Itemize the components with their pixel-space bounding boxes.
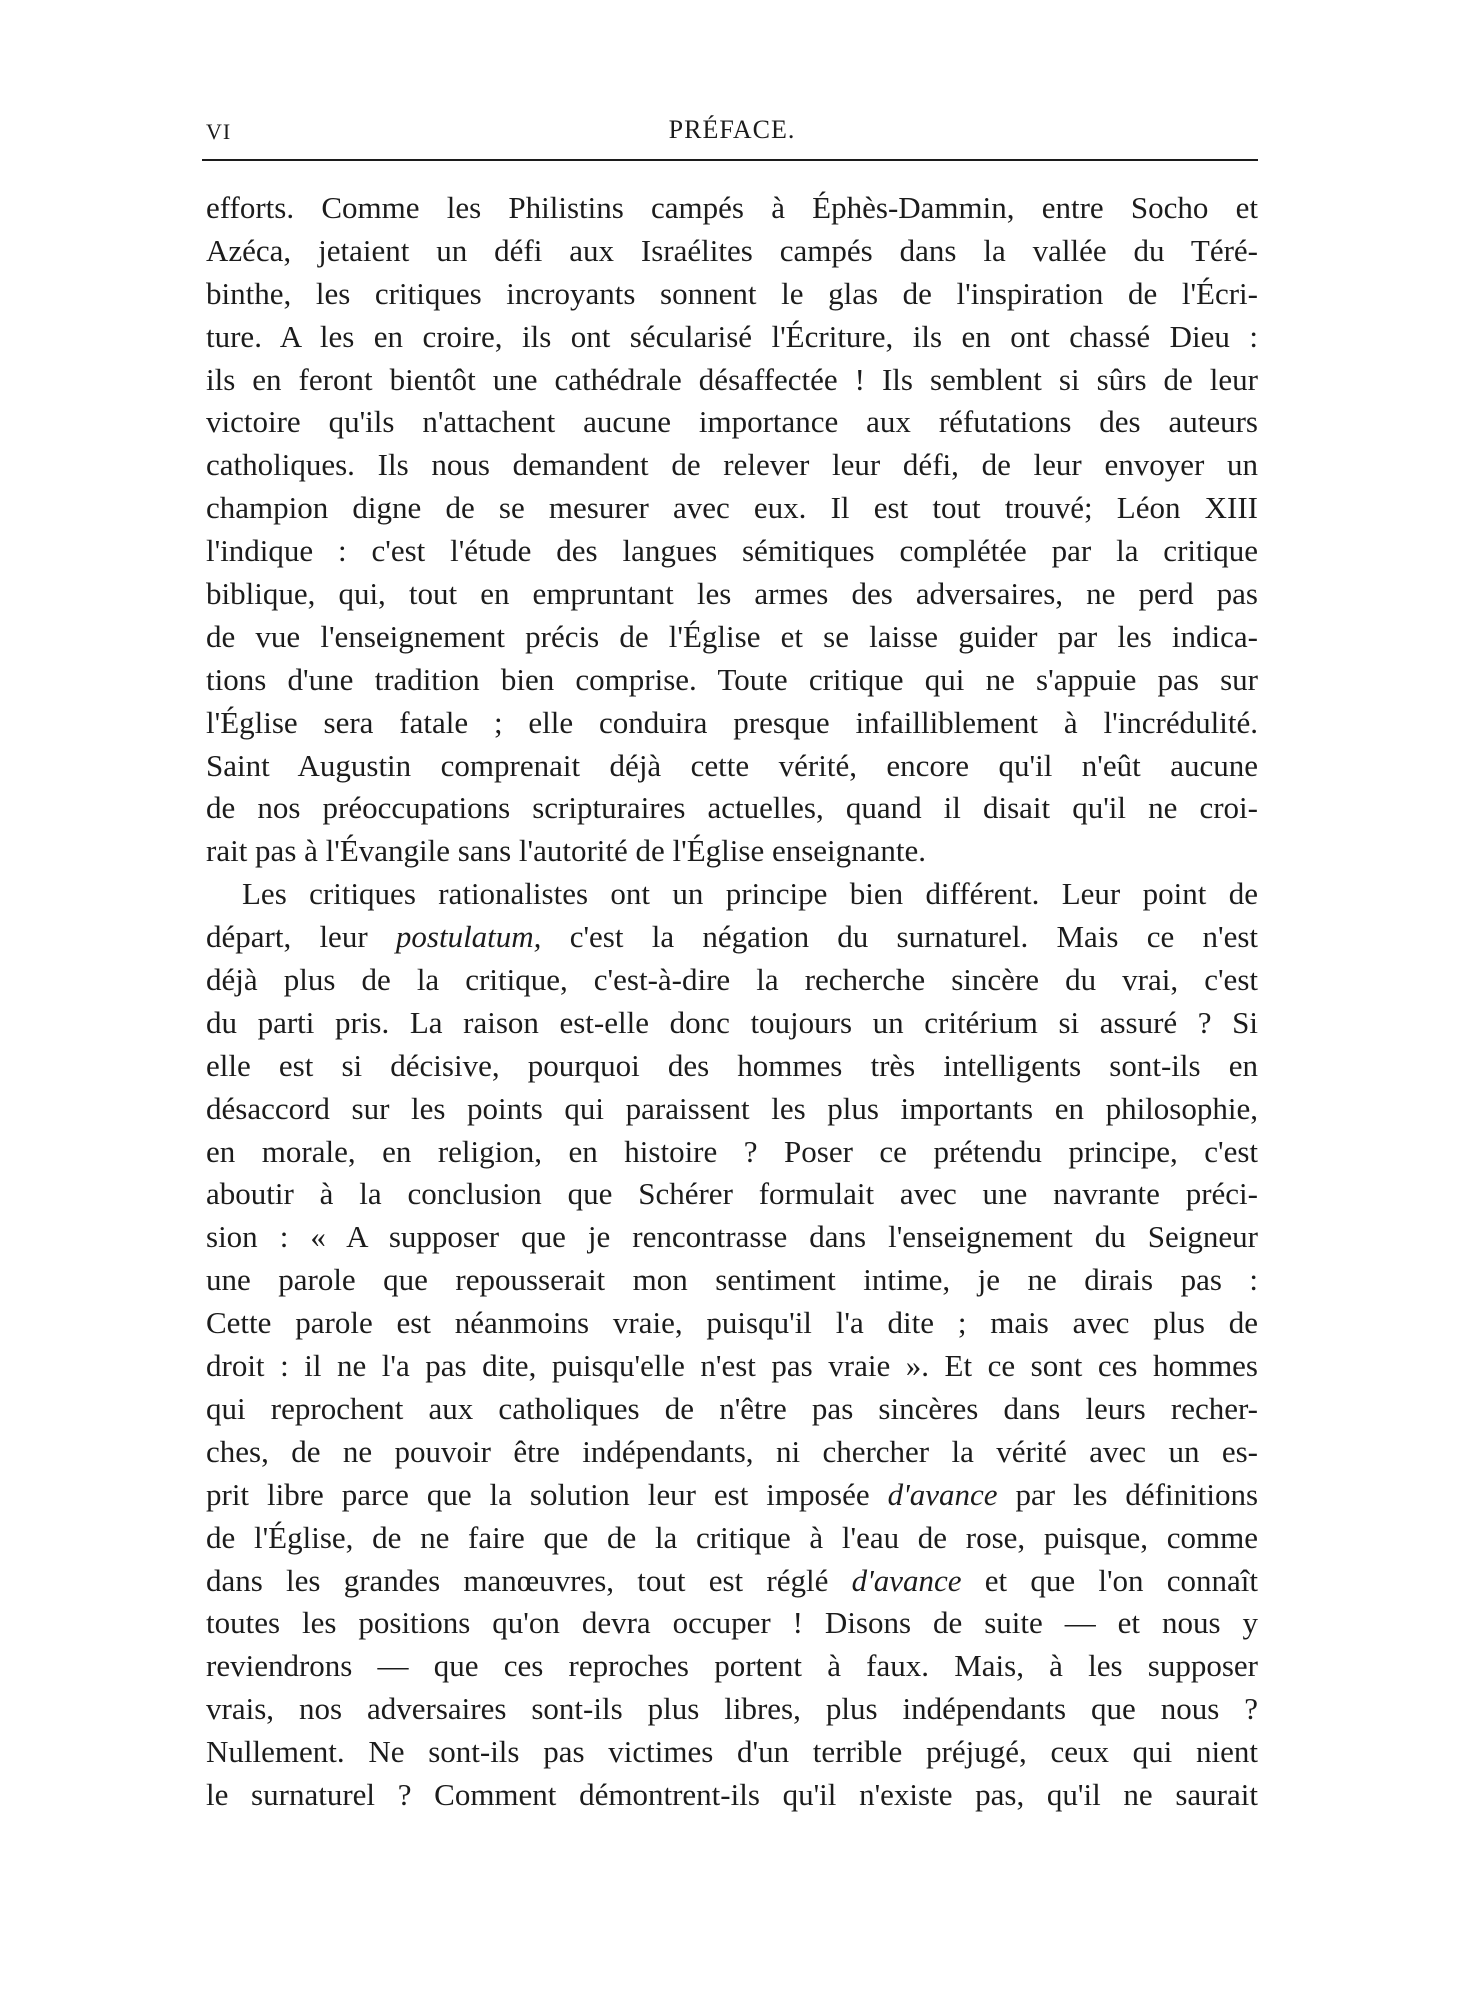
text-line: de vue l'enseignement précis de l'Église et se laisse guider par les indica- bbox=[206, 618, 1258, 654]
text-line: de l'Église, de ne faire que de la critique à l'eau de rose, puisque, comme bbox=[206, 1519, 1258, 1555]
text-line: en morale, en religion, en histoire ? Poser ce prétendu principe, c'est bbox=[206, 1133, 1258, 1169]
text-line: déjà plus de la critique, c'est-à-dire la recherche sincère du vrai, c'est bbox=[206, 962, 1258, 998]
italic-term-postulatum: postulatum, bbox=[395, 919, 542, 955]
text-line: l'indique : c'est l'étude des langues sémitiques complétée par la critique bbox=[206, 533, 1258, 569]
text-line: catholiques. Ils nous demandent de relever leur défi, de leur envoyer un bbox=[206, 447, 1258, 483]
page-number: VI bbox=[206, 119, 232, 144]
text-line: droit : il ne l'a pas dite, puisqu'elle n'est pas vraie ». Et ce sont ces hommes bbox=[206, 1348, 1258, 1384]
text-fragment: c'est la négation du surnaturel. Mais ce n'est bbox=[569, 919, 1258, 955]
header-rule bbox=[202, 159, 1258, 161]
text-line: tions d'une tradition bien comprise. Toute critique qui ne s'appuie pas sur bbox=[206, 661, 1258, 697]
text-fragment: par les définitions bbox=[1015, 1476, 1258, 1512]
text-line: binthe, les critiques incroyants sonnent le glas de l'inspiration de l'Écri- bbox=[206, 275, 1258, 311]
text-line: le surnaturel ? Comment démontrent-ils qu'il n'existe pas, qu'il ne saurait bbox=[206, 1776, 1258, 1812]
text-line: victoire qu'ils n'attachent aucune importance aux réfutations des auteurs bbox=[206, 404, 1258, 440]
text-fragment: et que l'on connaît bbox=[984, 1562, 1258, 1598]
text-line: Azéca, jetaient un défi aux Israélites campés dans la vallée du Téré- bbox=[206, 232, 1258, 268]
text-line: sion : « A supposer que je rencontrasse dans l'enseignement du Seigneur bbox=[206, 1219, 1258, 1255]
text-line: vrais, nos adversaires sont-ils plus libres, plus indépendants que nous ? bbox=[206, 1691, 1258, 1727]
text-line: Les critiques rationalistes ont un principe bien différent. Leur point de bbox=[242, 876, 1258, 912]
italic-term-davance: d'avance bbox=[887, 1476, 998, 1512]
text-line: Nullement. Ne sont-ils pas victimes d'un terrible préjugé, ceux qui nient bbox=[206, 1734, 1258, 1770]
text-line: ture. A les en croire, ils ont sécularisé l'Écriture, ils en ont chassé Dieu : bbox=[206, 318, 1258, 354]
body-text bbox=[206, 187, 1258, 1817]
text-fragment: prit libre parce que la solution leur est imposée bbox=[206, 1476, 870, 1512]
page-header bbox=[206, 115, 1258, 155]
text-line bbox=[206, 916, 1258, 959]
text-line: rait pas à l'Évangile sans l'autorité de l'Église enseignante. bbox=[206, 833, 927, 869]
text-line: du parti pris. La raison est-elle donc toujours un critérium si assuré ? Si bbox=[206, 1004, 1258, 1040]
text-fragment: départ, leur bbox=[206, 919, 368, 955]
text-line: l'Église sera fatale ; elle conduira presque infailliblement à l'incrédulité. bbox=[206, 704, 1258, 740]
text-line: qui reprochent aux catholiques de n'être pas sincères dans leurs recher- bbox=[206, 1390, 1258, 1426]
text-line: toutes les positions qu'on devra occuper ! Disons de suite — et nous y bbox=[206, 1605, 1258, 1641]
text-line: reviendrons — que ces reproches portent à faux. Mais, à les supposer bbox=[206, 1648, 1258, 1684]
running-title: PRÉFACE. bbox=[668, 115, 796, 144]
text-line: désaccord sur les points qui paraissent les plus importants en philosophie, bbox=[206, 1090, 1258, 1126]
text-line: champion digne de se mesurer avec eux. Il est tout trouvé; Léon XIII bbox=[206, 490, 1258, 526]
text-line bbox=[206, 1474, 1258, 1517]
text-fragment: dans les grandes manœuvres, tout est réglé bbox=[206, 1562, 829, 1598]
text-line: ils en feront bientôt une cathédrale désaffectée ! Ils semblent si sûrs de leur bbox=[206, 361, 1258, 397]
text-line: Cette parole est néanmoins vraie, puisqu'il l'a dite ; mais avec plus de bbox=[206, 1305, 1258, 1341]
text-line bbox=[206, 1560, 1258, 1603]
text-line: aboutir à la conclusion que Schérer formulait avec une navrante préci- bbox=[206, 1176, 1258, 1212]
text-line: une parole que repousserait mon sentiment intime, je ne dirais pas : bbox=[206, 1262, 1258, 1298]
text-line: ches, de ne pouvoir être indépendants, ni chercher la vérité avec un es- bbox=[206, 1433, 1258, 1469]
text-line: de nos préoccupations scripturaires actuelles, quand il disait qu'il ne croi- bbox=[206, 790, 1258, 826]
italic-term-davance: d'avance bbox=[851, 1562, 962, 1598]
text-line: efforts. Comme les Philistins campés à Éphès-Dammin, entre Socho et bbox=[206, 190, 1258, 225]
text-line: Saint Augustin comprenait déjà cette vérité, encore qu'il n'eût aucune bbox=[206, 747, 1258, 783]
text-line: biblique, qui, tout en empruntant les armes des adversaires, ne perd pas bbox=[206, 576, 1258, 612]
text-line: elle est si décisive, pourquoi des hommes très intelligents sont-ils en bbox=[206, 1047, 1258, 1083]
